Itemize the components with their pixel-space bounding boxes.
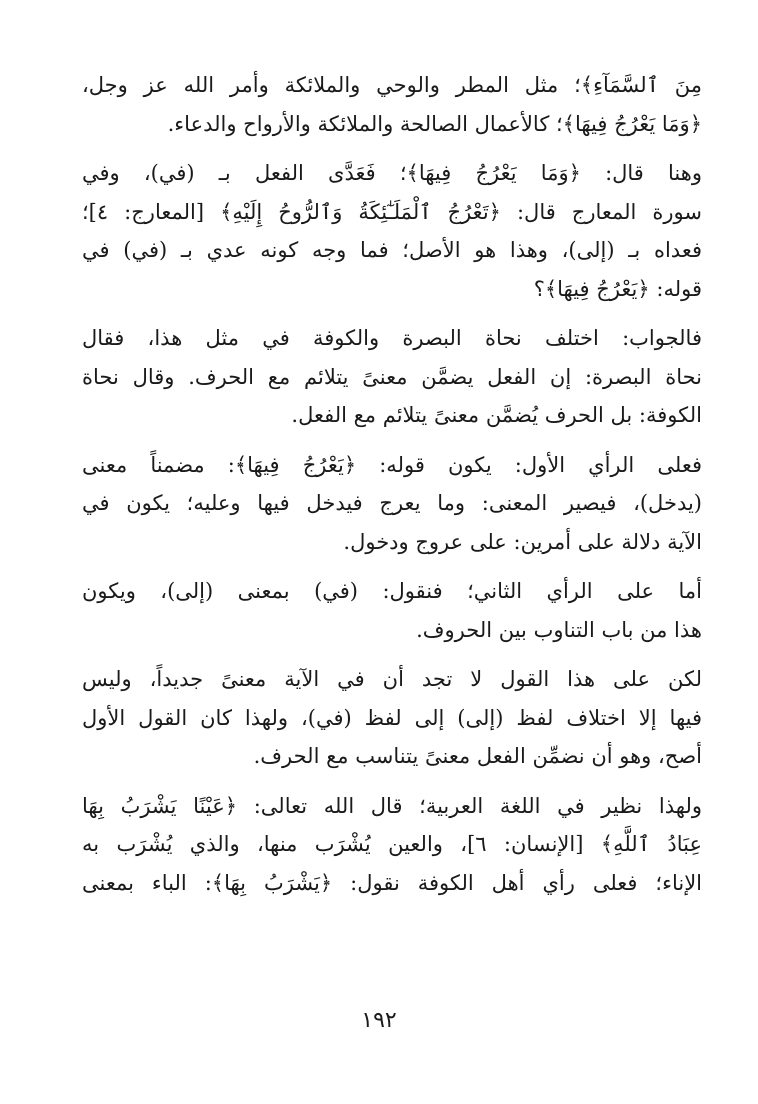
text-line: ولهذا نظير في اللغة العربية؛ قال الله تعالى: ﴿عَيْنًا يَشْرَبُ بِهَا	[82, 793, 702, 818]
paragraph-6	[82, 660, 702, 776]
text-line: (يدخل)، فيصير المعنى: وما يعرج فيدخل فيها وعليه؛ يكون في	[82, 491, 702, 515]
text-line: الإناء؛ فعلى رأي أهل الكوفة نقول: ﴿يَشْرَبُ بِهَا﴾: الباء بمعنى	[82, 870, 702, 895]
text-line: أصح، وهو أن نضمِّن الفعل معنىً يتناسب مع الحرف.	[253, 744, 702, 768]
text-line: الآية دلالة على أمرين: على عروج ودخول.	[343, 529, 702, 554]
text-line: وهنا قال: ﴿وَمَا يَعْرُجُ فِيهَا﴾؛ فَعَدَّى الفعل بـ (في)، وفي	[82, 161, 702, 185]
text-line: أما على الرأي الثاني؛ فنقول: (في) بمعنى (إلى)، ويكون	[82, 579, 702, 603]
body-text	[82, 66, 702, 913]
text-line: هذا من باب التناوب بين الحروف.	[416, 617, 702, 642]
text-line: فيها إلا اختلاف لفظ (إلى) إلى لفظ (في)، ولهذا كان القول الأول	[82, 705, 702, 730]
paragraph-1	[82, 66, 702, 143]
text-line: ﴿وَمَا يَعْرُجُ فِيهَا﴾؛ كالأعمال الصالحة والملائكة والأرواح والدعاء.	[167, 111, 702, 136]
text-line: قوله: ﴿يَعْرُجُ فِيهَا﴾؟	[533, 276, 702, 301]
text-line: مِنَ ٱلسَّمَآءِ﴾؛ مثل المطر والوحي والملائكة وأمر الله عز وجل،	[82, 73, 702, 97]
paragraph-7	[82, 787, 702, 903]
text-line: عِبَادُ ٱللَّهِ﴾ [الإنسان: ٦]، والعين يُشْرَب منها، والذي يُشْرَب به	[82, 832, 702, 856]
text-line: الكوفة: بل الحرف يُضمَّن معنىً يتلائم مع الفعل.	[291, 403, 702, 427]
paragraph-4	[82, 446, 702, 562]
page-number: ١٩٢	[361, 1008, 397, 1033]
text-line: فعداه بـ (إلى)، وهذا هو الأصل؛ فما وجه كونه عدي بـ (في) في	[82, 238, 702, 262]
text-line: فعلى الرأي الأول: يكون قوله: ﴿يَعْرُجُ فِيهَا﴾: مضمناً معنى	[82, 452, 702, 477]
text-line: سورة المعارج قال: ﴿تَعْرُجُ ٱلْمَلَـٰٓئِكَةُ وَٱلرُّوحُ إِلَيْهِ﴾ [المعارج: ٤]؛	[82, 199, 702, 224]
paragraph-5	[82, 572, 702, 649]
paragraph-3	[82, 319, 702, 435]
text-line: لكن على هذا القول لا تجد أن في الآية معنىً جديداً، وليس	[82, 667, 702, 691]
text-line: فالجواب: اختلف نحاة البصرة والكوفة في مثل هذا، فقال	[82, 326, 702, 350]
text-line: نحاة البصرة: إن الفعل يضمَّن معنىً يتلائم مع الحرف. وقال نحاة	[82, 364, 702, 389]
paragraph-2	[82, 154, 702, 308]
